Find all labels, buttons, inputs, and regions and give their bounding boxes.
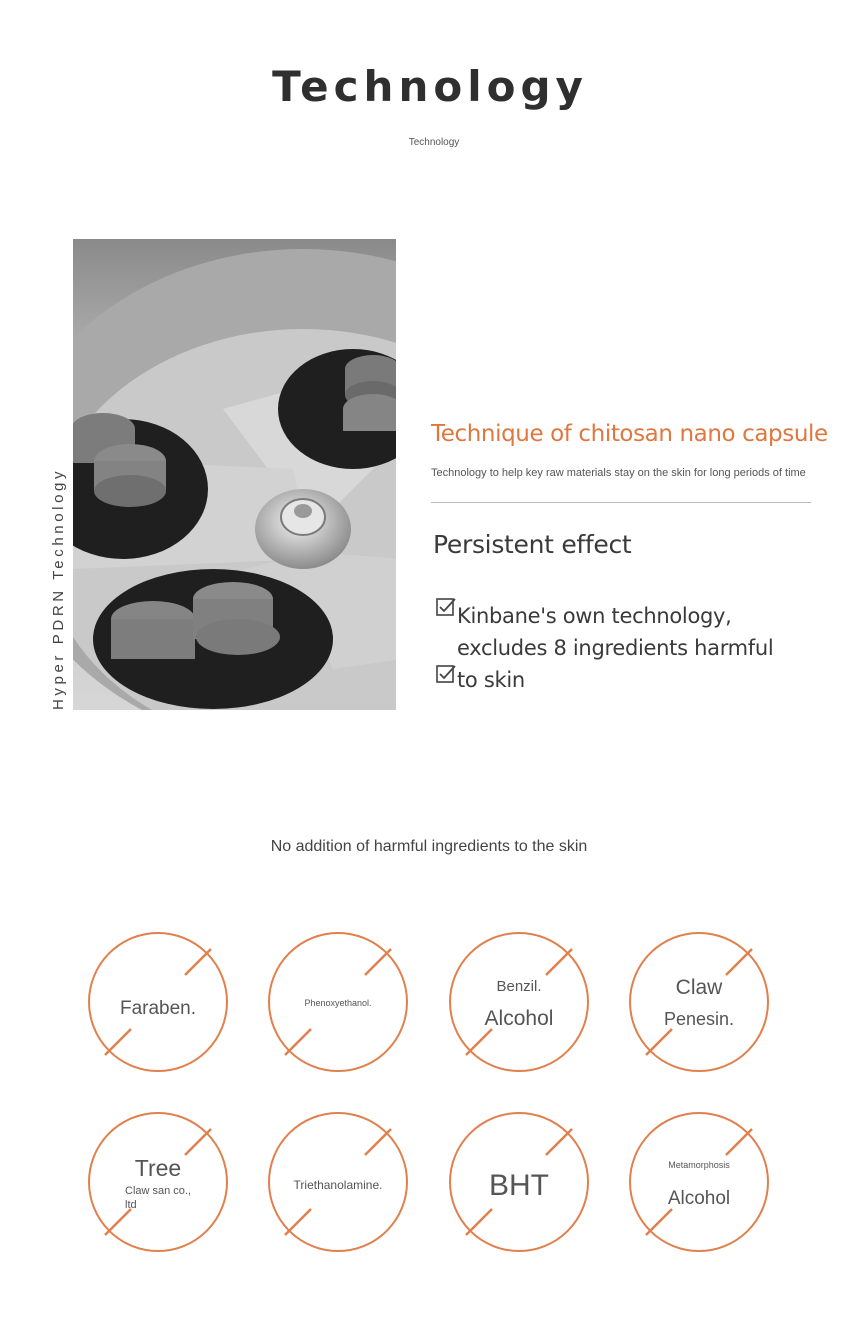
ingredient-name: Tree [134, 1155, 182, 1181]
section-subheading: Persistent effect [433, 530, 632, 559]
feature-line: excludes 8 ingredients harmful [457, 636, 774, 660]
ingredient-circle-triethanolamine [268, 1112, 408, 1252]
page-title: Technology [272, 62, 588, 111]
checkbox-check-icon [436, 597, 456, 617]
section-heading: Technique of chitosan nano capsule [431, 421, 828, 447]
ingredient-name: BHT [489, 1169, 549, 1202]
ingredient-circle-chlorphenesin [629, 932, 769, 1072]
ingredient-circle-triclosan [88, 1112, 228, 1252]
page-subtitle: Technology [408, 137, 460, 148]
feature-text [457, 600, 797, 696]
feature-line: Kinbane's own technology, [457, 604, 732, 628]
prohibited-slash-icon [629, 932, 769, 1072]
ingredient-name: Alcohol [484, 1007, 554, 1030]
ingredient-name: Triethanolamine. [293, 1178, 383, 1192]
ingredient-circle-bht [449, 1112, 589, 1252]
feature-line: to skin [457, 668, 525, 692]
side-vertical-label: Hyper PDRN Technology [50, 467, 67, 710]
section-divider [431, 502, 811, 503]
centrifuge-photo [73, 239, 396, 710]
section-description: Technology to help key raw materials stay on the skin for long periods of time [431, 467, 806, 479]
ingredient-circle-phenoxyethanol [268, 932, 408, 1072]
ingredient-name: Penesin. [663, 1009, 735, 1029]
ingredient-name: ltd [125, 1199, 137, 1211]
ingredient-circle-denatured-alcohol [629, 1112, 769, 1252]
prohibited-slash-icon [629, 1112, 769, 1252]
ingredient-name: Phenoxyethanol. [304, 998, 372, 1008]
ingredient-name: Alcohol [667, 1188, 731, 1209]
ingredient-name: Claw [675, 976, 723, 999]
ingredient-name: Claw san co., [125, 1185, 192, 1197]
checkbox-check-icon [436, 664, 456, 684]
prohibited-slash-icon [449, 932, 589, 1072]
ingredient-circle-paraben [88, 932, 228, 1072]
ingredient-name: Benzil. [496, 978, 542, 995]
ingredient-circle-benzyl-alcohol [449, 932, 589, 1072]
ingredient-name: Faraben. [119, 998, 197, 1019]
ingredient-name: Metamorphosis [668, 1160, 730, 1170]
no-addition-title: No addition of harmful ingredients to the skin [270, 838, 588, 855]
